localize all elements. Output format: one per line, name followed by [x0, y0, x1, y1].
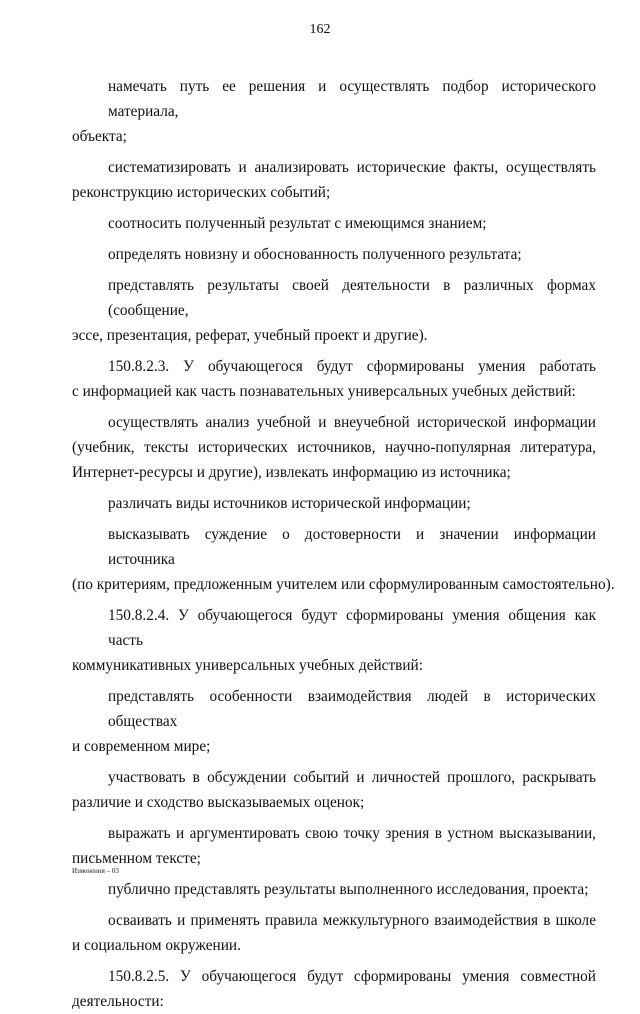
paragraph	[72, 155, 596, 205]
text-line: 150.8.2.4. У обучающегося будут сформированы умения общения как часть	[108, 607, 596, 649]
paragraph	[72, 522, 615, 597]
text-line: участвовать в обсуждении событий и личностей прошлого, раскрывать	[108, 769, 596, 786]
paragraph	[72, 684, 596, 759]
text-line: (по критериям, предложенным учителем или сформулированным самостоятельно).	[72, 576, 615, 593]
text-line: различать виды источников исторической информации;	[108, 495, 471, 512]
text-line: 150.8.2.3. У обучающегося будут сформированы умения работать	[108, 358, 596, 375]
text-line: деятельности:	[72, 993, 164, 1010]
text-line: объекта;	[72, 128, 127, 145]
paragraph	[72, 765, 596, 815]
text-line: различие и сходство высказываемых оценок;	[72, 794, 365, 811]
text-line: систематизировать и анализировать исторические факты, осуществлять	[108, 159, 596, 176]
text-line: коммуникативных универсальных учебных действий:	[72, 657, 423, 674]
paragraph	[72, 242, 596, 267]
text-line: письменном тексте;	[72, 850, 201, 867]
text-line: с информацией как часть познавательных универсальных учебных действий:	[72, 383, 576, 400]
paragraph	[72, 491, 596, 516]
paragraph	[72, 821, 596, 871]
text-line: определять новизну и обоснованность полученного результата;	[108, 246, 522, 263]
text-line: публично представлять результаты выполненного исследования, проекта;	[108, 881, 589, 898]
text-line: представлять особенности взаимодействия людей в исторических обществах	[108, 688, 596, 730]
text-line: и современном мире;	[72, 738, 211, 755]
paragraph	[72, 603, 596, 678]
text-line: высказывать суждение о достоверности и значении информации источника	[108, 526, 596, 568]
paragraph	[72, 964, 596, 1014]
paragraph	[72, 410, 596, 485]
text-line: выражать и аргументировать свою точку зрения в устном высказывании,	[108, 825, 596, 842]
text-line: эссе, презентация, реферат, учебный проект и другие).	[72, 327, 428, 344]
text-line: Интернет-ресурсы и другие), извлекать информацию из источника;	[72, 464, 511, 481]
text-line: и социальном окружении.	[72, 937, 241, 954]
paragraph	[72, 74, 596, 149]
page-number: 162	[309, 22, 331, 37]
text-line: представлять результаты своей деятельности в различных формах (сообщение,	[108, 277, 596, 319]
paragraph	[72, 908, 596, 958]
text-line: (учебник, тексты исторических источников, научно-популярная литература,	[72, 439, 596, 456]
text-line: соотносить полученный результат с имеющимся знанием;	[108, 215, 487, 232]
document-body	[72, 74, 615, 1014]
footer-note: Изменения – 03	[72, 867, 119, 875]
text-line: осуществлять анализ учебной и внеучебной исторической информации	[108, 414, 596, 431]
text-line: осваивать и применять правила межкультурного взаимодействия в школе	[108, 912, 596, 929]
text-line: реконструкцию исторических событий;	[72, 184, 331, 201]
paragraph	[72, 211, 596, 236]
paragraph	[72, 354, 596, 404]
text-line: 150.8.2.5. У обучающегося будут сформированы умения совместной	[108, 968, 596, 985]
text-line: намечать путь ее решения и осуществлять подбор исторического материала,	[108, 78, 596, 120]
paragraph	[72, 273, 596, 348]
paragraph	[72, 877, 596, 902]
